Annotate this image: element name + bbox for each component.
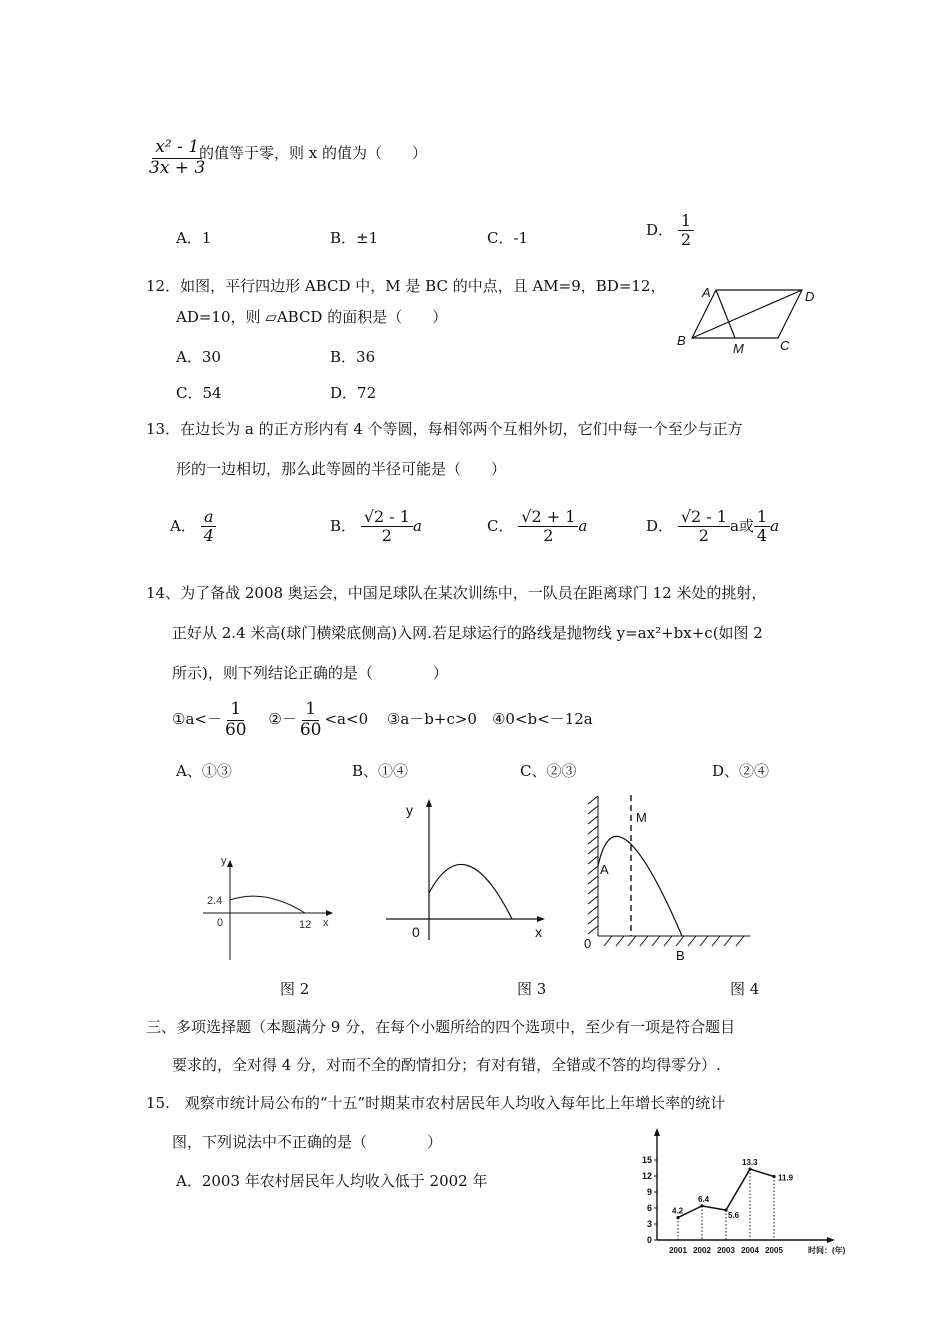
q11-fraction: $\frac{\text{x² - 1}}{3x + 3}$ <box>149 137 206 178</box>
data-label: 13.3 <box>742 1158 758 1168</box>
data-point <box>748 1167 751 1170</box>
fig12-label-b: B <box>677 333 686 348</box>
fig3-origin: 0 <box>412 924 420 940</box>
q14-option-b: B、①④ <box>352 762 409 780</box>
data-label: 6.4 <box>698 1194 710 1204</box>
fig3-x-label: x <box>535 924 542 940</box>
fig12-label-d: D <box>805 289 815 304</box>
fig2-caption: 图 2 <box>280 980 310 998</box>
x-tick-label: 2002 <box>693 1246 711 1255</box>
q13-option-d: D． $\frac{√2 - 1}{2}$ a或 $\frac{1}{4}$ a <box>646 507 780 546</box>
growth-rate-chart <box>630 1122 880 1262</box>
q14-option-c: C、②③ <box>520 762 577 780</box>
q13-line1: 13．在边长为 a 的正方形内有 4 个等圆，每相邻两个互相外切，它们中每一个至少与正方 <box>146 420 743 438</box>
figure-3 <box>380 795 550 945</box>
data-label: 5.6 <box>728 1211 740 1221</box>
figure-2 <box>195 850 345 965</box>
fig12-label-m: M <box>733 341 744 356</box>
q15-line1: 15. 观察市统计局公布的“十五”时期某市农村居民年人均收入每年比上年增长率的统计 <box>146 1094 726 1112</box>
x-axis-label: 时间：(年) <box>808 1246 846 1255</box>
parallelogram-figure <box>672 280 832 360</box>
q12-line2: AD=10，则 ▱ABCD 的面积是（ ） <box>176 308 448 326</box>
q14-line2: 正好从 2.4 米高(球门横梁底侧高)入网.若足球运行的路线是抛物线 y=ax²+bx+c(如图 2 <box>172 624 763 642</box>
q12-line1: 12．如图，平行四边形 ABCD 中，M 是 BC 的中点，且 AM=9，BD=12， <box>146 277 666 295</box>
q11-stem: 的值等于零，则 x 的值为（ ） <box>199 144 427 162</box>
x-axis-arrow <box>827 1237 835 1243</box>
q14-line1: 14、为了备战 2008 奥运会，中国足球队在某次训练中，一队员在距离球门 12 米处的挑射， <box>146 584 767 602</box>
q11-option-a: A．1 <box>176 229 212 247</box>
fig2-height: 2.4 <box>207 895 223 907</box>
fig4-label-a: A <box>600 862 609 877</box>
q13-option-a: A． $\frac{a}{4}$ <box>170 508 217 546</box>
fig2-x-label: x <box>323 917 329 929</box>
q14-conclusions: ①a<－ $\frac{1}{60}$ ②－ $\frac{1}{60}$ <a<0 ③a－b+c>0 ④0<b<－12a <box>172 699 593 740</box>
data-point <box>700 1204 703 1207</box>
q12-option-a: A．30 <box>176 348 221 366</box>
y-tick-label: 9 <box>646 1187 652 1197</box>
y-tick-label: 6 <box>646 1203 652 1213</box>
data-label: 4.2 <box>672 1206 684 1216</box>
fig4-label-b: B <box>676 948 685 963</box>
q13-option-b: B． $\frac{√2 - 1}{2}$ a <box>330 507 422 546</box>
fig2-y-label: y <box>221 855 227 867</box>
y-tick-label: 3 <box>646 1219 652 1229</box>
q13-line2: 形的一边相切，那么此等圆的半径可能是（ ） <box>176 460 507 478</box>
section3-line2: 要求的，全对得 4 分，对而不全的酌情扣分；有对有错，全错或不答的均得零分）. <box>172 1056 721 1074</box>
fig12-label-a: A <box>702 285 711 300</box>
q13-option-c: C． $\frac{√2 + 1}{2}$ a <box>487 507 588 546</box>
q14-option-d: D、②④ <box>712 762 770 780</box>
fig2-distance: 12 <box>299 919 312 931</box>
fig4-origin: 0 <box>584 936 592 951</box>
x-tick-label: 2003 <box>717 1246 735 1255</box>
fig3-y-label: y <box>406 802 413 818</box>
q11-option-d: D． $\frac{1}{2}$ <box>646 212 694 250</box>
x-tick-label: 2001 <box>669 1246 687 1255</box>
q15-option-a: A．2003 年农村居民年人均收入低于 2002 年 <box>176 1172 488 1190</box>
x-tick-label: 2004 <box>741 1246 759 1255</box>
data-point <box>676 1216 679 1219</box>
q14-line3: 所示)，则下列结论正确的是（ ） <box>172 664 448 682</box>
fig3-caption: 图 3 <box>517 980 547 998</box>
q12-option-c: C．54 <box>176 384 222 402</box>
y-tick-label: 0 <box>646 1235 652 1245</box>
data-point <box>772 1175 775 1178</box>
section3-line1: 三、多项选择题（本题满分 9 分，在每个小题所给的四个选项中，至少有一项是符合题目 <box>146 1018 736 1036</box>
fig4-caption: 图 4 <box>730 980 760 998</box>
fig12-label-c: C <box>780 338 790 353</box>
q11-option-b: B．±1 <box>330 229 379 247</box>
q11-option-c: C．-1 <box>487 229 529 247</box>
data-label: 11.9 <box>778 1173 794 1183</box>
y-axis-arrow <box>654 1128 660 1136</box>
q12-option-d: D．72 <box>330 384 377 402</box>
y-tick-label: 15 <box>641 1155 652 1165</box>
q14-option-a: A、①③ <box>176 762 232 780</box>
x-tick-label: 2005 <box>765 1246 783 1255</box>
figure-4 <box>578 790 758 965</box>
y-tick-label: 12 <box>641 1171 652 1181</box>
fig2-origin: 0 <box>217 917 224 929</box>
q12-option-b: B．36 <box>330 348 376 366</box>
q15-line2: 图，下列说法中不正确的是（ ） <box>172 1133 443 1151</box>
fig4-label-m: M <box>636 810 647 825</box>
